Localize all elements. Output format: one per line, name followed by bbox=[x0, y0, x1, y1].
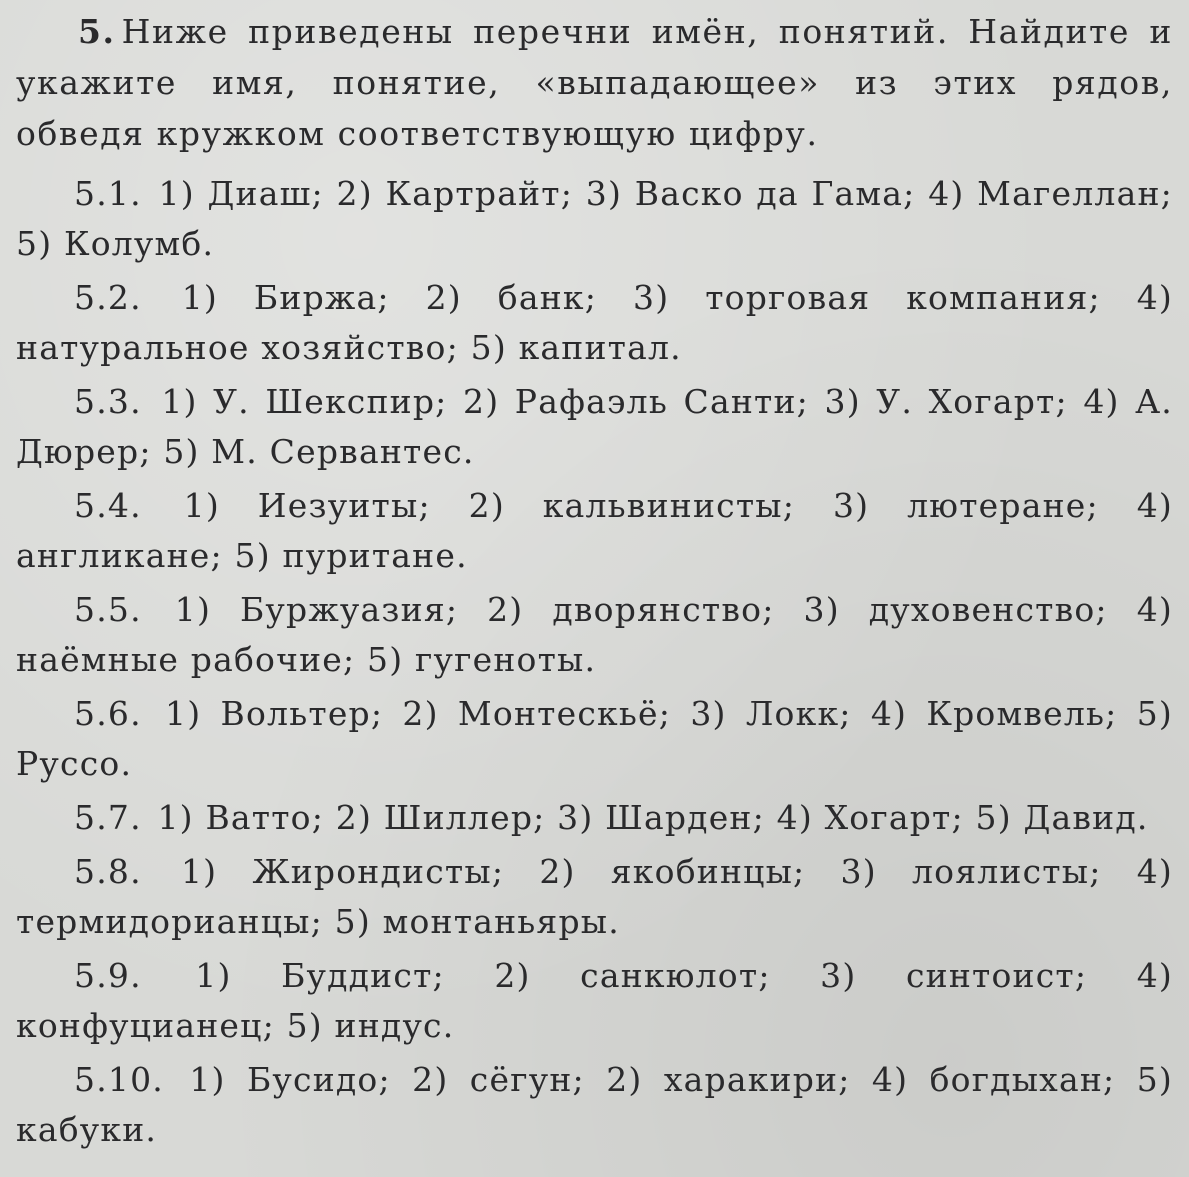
task-instructions: Ниже приведены перечни имён, понятий. Найдите и укажите имя, понятие, «выпадающее» из этих рядов, обведя кружком соответствующую цифру. bbox=[16, 12, 1173, 153]
item-text: 1) Бусидо; 2) сёгун; 2) харакири; 4) богдыхан; 5) кабуки. bbox=[16, 1060, 1173, 1149]
item-number: 5.4. bbox=[74, 486, 142, 525]
task-heading bbox=[16, 6, 1173, 159]
list-item bbox=[16, 585, 1173, 685]
list-item bbox=[16, 377, 1173, 477]
item-number: 5.2. bbox=[74, 278, 142, 317]
item-number: 5.7. bbox=[74, 798, 142, 837]
item-text: 1) Ватто; 2) Шиллер; 3) Шарден; 4) Хогарт; 5) Давид. bbox=[157, 798, 1149, 837]
item-text: 1) Диаш; 2) Картрайт; 3) Васко да Гама; 4) Магеллан; 5) Колумб. bbox=[16, 174, 1173, 263]
item-number: 5.5. bbox=[74, 590, 142, 629]
item-text: 1) Жирондисты; 2) якобинцы; 3) лоялисты; 4) термидорианцы; 5) монтаньяры. bbox=[16, 852, 1173, 941]
list-item bbox=[16, 793, 1173, 843]
item-number: 5.10. bbox=[74, 1060, 164, 1099]
item-text: 1) Иезуиты; 2) кальвинисты; 3) лютеране; 4) англикане; 5) пуритане. bbox=[16, 486, 1173, 575]
item-text: 1) Биржа; 2) банк; 3) торговая компания; 4) натуральное хозяйство; 5) капитал. bbox=[16, 278, 1173, 367]
list-item bbox=[16, 1055, 1173, 1155]
item-number: 5.9. bbox=[74, 956, 142, 995]
list-item bbox=[16, 689, 1173, 789]
item-text: 1) Буддист; 2) санкюлот; 3) синтоист; 4) конфуцианец; 5) индус. bbox=[16, 956, 1173, 1045]
task-number: 5. bbox=[78, 12, 116, 51]
list-item bbox=[16, 847, 1173, 947]
item-text: 1) У. Шекспир; 2) Рафаэль Санти; 3) У. Хогарт; 4) А. Дюрер; 5) М. Сервантес. bbox=[16, 382, 1173, 471]
item-number: 5.1. bbox=[74, 174, 142, 213]
list-item bbox=[16, 481, 1173, 581]
list-item bbox=[16, 951, 1173, 1051]
list-item bbox=[16, 273, 1173, 373]
item-number: 5.8. bbox=[74, 852, 142, 891]
item-text: 1) Буржуазия; 2) дворянство; 3) духовенство; 4) наёмные рабочие; 5) гугеноты. bbox=[16, 590, 1173, 679]
item-number: 5.3. bbox=[74, 382, 142, 421]
item-text: 1) Вольтер; 2) Монтескьё; 3) Локк; 4) Кромвель; 5) Руссо. bbox=[16, 694, 1173, 783]
list-item bbox=[16, 169, 1173, 269]
item-number: 5.6. bbox=[74, 694, 142, 733]
